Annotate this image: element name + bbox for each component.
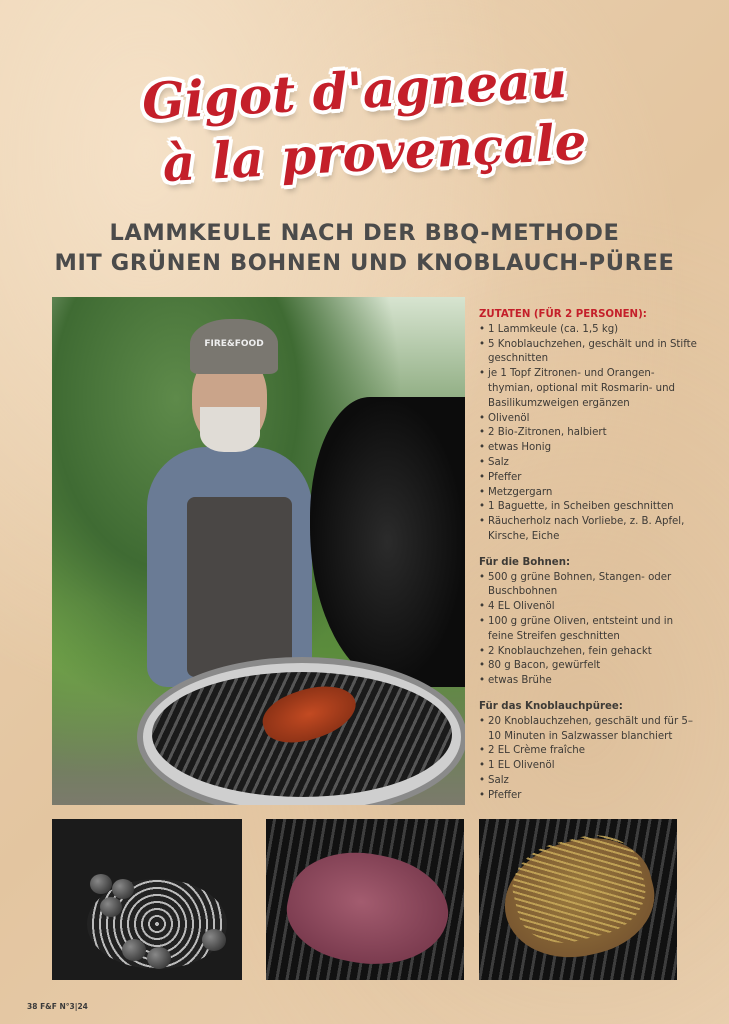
photo-lamb-with-herbs (479, 819, 677, 980)
chef-beard (200, 407, 260, 452)
list-item: • 2 Knoblauchzehen, fein gehackt (479, 645, 699, 660)
recipe-title (0, 49, 729, 194)
magazine-issue: F&F N°3|24 (40, 1002, 88, 1011)
ingredients-beans (479, 556, 699, 689)
charcoal-briquette (202, 929, 226, 951)
beans-list (479, 571, 699, 689)
puree-list (479, 715, 699, 804)
list-item: • 2 EL Crème fraîche (479, 744, 699, 759)
page-footer (27, 1002, 88, 1011)
charcoal-briquette (147, 947, 171, 969)
list-item: • 1 EL Olivenöl (479, 759, 699, 774)
list-item: • Pfeffer (479, 789, 699, 804)
photo-charcoal-grate (52, 819, 242, 980)
charcoal-briquette (100, 897, 122, 917)
subtitle-line-2: MIT GRÜNEN BOHNEN UND KNOBLAUCH-PÜREE (54, 250, 675, 276)
recipe-title-line-2: à la provençale (161, 111, 588, 194)
cap-logo-text: FIRE&FOOD (204, 339, 264, 349)
subtitle-line-1: LAMMKEULE NACH DER BBQ-METHODE (109, 220, 620, 246)
list-item: • 500 g grüne Bohnen, Stangen- oder Buschbohnen (479, 571, 699, 601)
list-item: • Olivenöl (479, 412, 699, 427)
charcoal-briquette (122, 939, 146, 961)
list-item: • 100 g grüne Oliven, entsteint und in feine Streifen geschnitten (479, 615, 699, 645)
list-item: • Pfeffer (479, 471, 699, 486)
chef-apron (187, 497, 292, 677)
puree-heading: Für das Knoblauchpüree: (479, 700, 623, 712)
page-number: 38 (27, 1002, 38, 1011)
list-item: • 5 Knoblauchzehen, geschält und in Stifte geschnitten (479, 338, 699, 368)
list-item: • 80 g Bacon, gewürfelt (479, 659, 699, 674)
list-item: • Metzgergarn (479, 486, 699, 501)
list-item: • 2 Bio-Zitronen, halbiert (479, 426, 699, 441)
list-item: • 4 EL Olivenöl (479, 600, 699, 615)
list-item: • je 1 Topf Zitronen- und Orangen-thymian, optional mit Rosmarin- und Basilikumzweigen ergänzen (479, 367, 699, 411)
list-item: • Räucherholz nach Vorliebe, z. B. Apfel, Kirsche, Eiche (479, 515, 699, 545)
list-item: • Salz (479, 456, 699, 471)
list-item: • 1 Baguette, in Scheiben geschnitten (479, 500, 699, 515)
photo-raw-lamb-on-grill (266, 819, 464, 980)
recipe-title-line-1: Gigot d'agneau (140, 49, 569, 132)
ingredients-heading: ZUTATEN (FÜR 2 PERSONEN): (479, 309, 647, 320)
ingredients-panel (479, 308, 699, 815)
list-item: • etwas Honig (479, 441, 699, 456)
ingredients-puree (479, 700, 699, 804)
list-item: • 20 Knoblauchzehen, geschält und für 5–10 Minuten in Salzwasser blanchiert (479, 715, 699, 745)
ingredients-main-list (479, 323, 699, 545)
list-item: • Salz (479, 774, 699, 789)
beans-heading: Für die Bohnen: (479, 556, 571, 568)
list-item: • etwas Brühe (479, 674, 699, 689)
grill-lid (310, 397, 465, 687)
recipe-subtitle (0, 218, 729, 278)
charcoal-briquette (112, 879, 134, 899)
hero-photo-grilling (52, 297, 465, 805)
ingredients-main (479, 308, 699, 545)
charcoal-briquette (90, 874, 112, 894)
list-item: • 1 Lammkeule (ca. 1,5 kg) (479, 323, 699, 338)
